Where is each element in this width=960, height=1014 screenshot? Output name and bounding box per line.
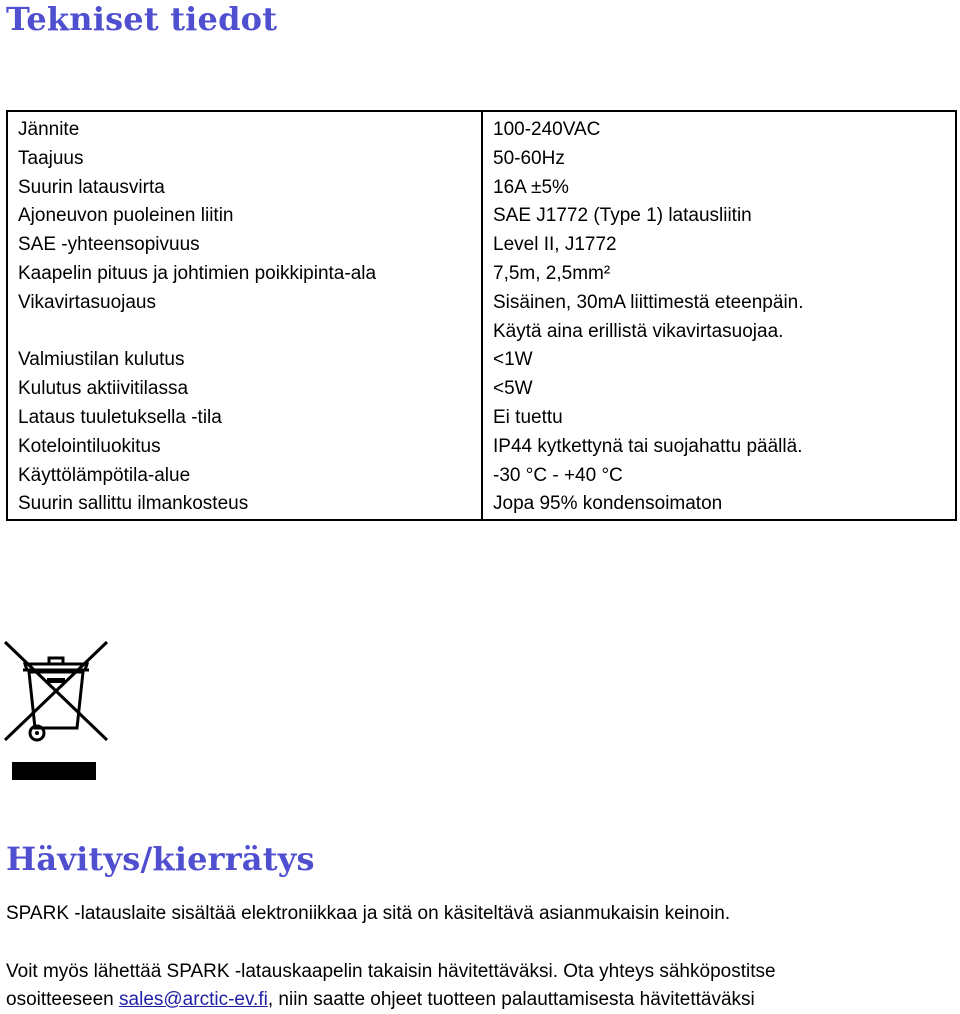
- return-paragraph: [6, 958, 776, 1014]
- spec-label: Jännite: [18, 119, 80, 140]
- page-title: Tekniset tiedot: [6, 0, 278, 38]
- spec-value: <1W: [493, 349, 533, 371]
- spec-value: <5W: [493, 378, 533, 400]
- spec-label: Kaapelin pituus ja johtimien poikkipinta-ala: [18, 262, 377, 284]
- spec-value: Ei tuettu: [493, 406, 563, 428]
- spec-table: [6, 110, 957, 521]
- spec-row: [7, 111, 956, 520]
- crossed-out-wheelie-bin-icon: [3, 636, 109, 784]
- spec-value: SAE J1772 (Type 1) latausliitin: [493, 205, 752, 227]
- spec-value: 16A ±5%: [493, 176, 569, 198]
- return-text-prefix: osoitteeseen: [6, 989, 120, 1010]
- spec-value: Sisäinen, 30mA liittimestä eteenpäin.: [493, 291, 804, 313]
- spec-value: 100-240VAC: [493, 119, 601, 140]
- spec-label: [18, 318, 471, 347]
- email-link[interactable]: sales@arctic-ev.fi: [119, 989, 268, 1010]
- spec-values-cell: [482, 111, 956, 520]
- spec-value: 50-60Hz: [493, 147, 565, 169]
- spec-value: Käytä aina erillistä vikavirtasuojaa.: [493, 320, 784, 342]
- spec-label: Suurin sallittu ilmankosteus: [18, 493, 249, 515]
- spec-label: Kulutus aktiivitilassa: [18, 378, 189, 400]
- spec-labels-cell: [7, 111, 482, 520]
- spec-value: -30 °C - +40 °C: [493, 464, 623, 486]
- spec-value: IP44 kytkettynä tai suojahattu päällä.: [493, 435, 803, 457]
- return-text-line1: Voit myös lähettää SPARK -latauskaapelin takaisin hävitettäväksi. Ota yhteys sähköpostitse: [6, 961, 776, 982]
- spec-label: Kotelointiluokitus: [18, 435, 161, 457]
- spec-label: Käyttölämpötila-alue: [18, 464, 191, 486]
- spec-label: Suurin latausvirta: [18, 176, 165, 198]
- spec-label: Valmiustilan kulutus: [18, 349, 185, 371]
- spec-label: Lataus tuuletuksella -tila: [18, 406, 222, 428]
- spec-label: Ajoneuvon puoleinen liitin: [18, 205, 234, 227]
- return-text-suffix: , niin saatte ohjeet tuotteen palauttamisesta hävitettäväksi: [267, 989, 755, 1010]
- disposal-paragraph: SPARK -latauslaite sisältää elektroniikkaa ja sitä on käsiteltävä asianmukaisin keinoin.: [6, 903, 731, 924]
- spec-value: 7,5m, 2,5mm²: [493, 262, 611, 284]
- spec-value: Jopa 95% kondensoimaton: [493, 493, 723, 515]
- spec-label: SAE -yhteensopivuus: [18, 234, 200, 256]
- spec-value: Level II, J1772: [493, 234, 617, 256]
- spec-label: Vikavirtasuojaus: [18, 291, 157, 313]
- disposal-title: Hävitys/kierrätys: [6, 840, 315, 878]
- spec-label: Taajuus: [18, 147, 84, 169]
